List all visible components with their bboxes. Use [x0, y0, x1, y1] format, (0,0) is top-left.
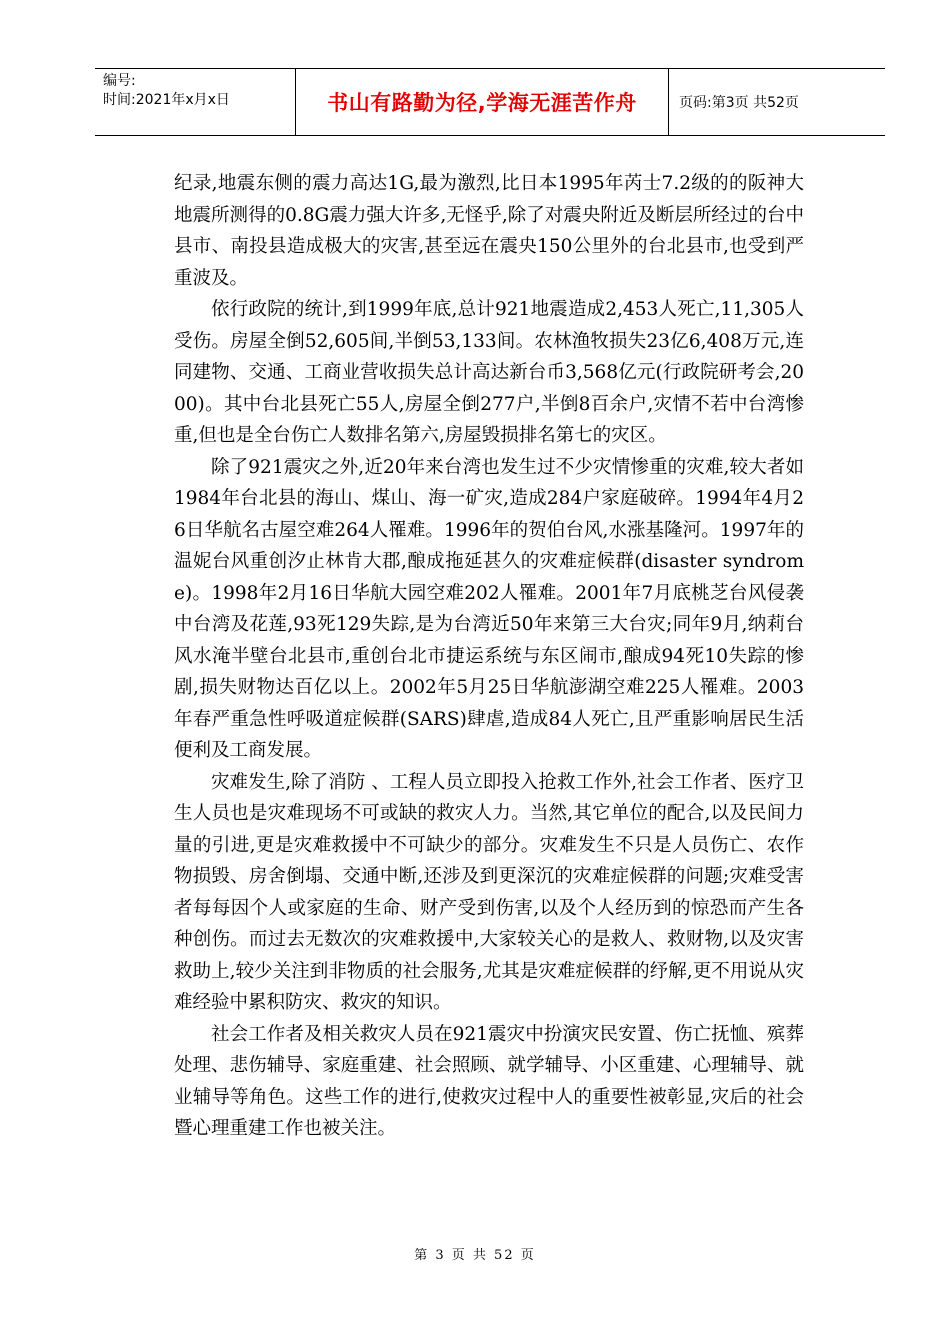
page-header [95, 68, 885, 136]
time-label: 时间:2021年x月x日 [103, 92, 230, 108]
paragraph-3: 除了921震灾之外,近20年来台湾也发生过不少灾情惨重的灾难,较大者如1984年台北县的海山、煤山、海一矿灾,造成284户家庭破碎。1994年4月26日华航名古屋空难264人罹难。1996年的贺伯台风,水涨基隆河。1997年的温妮台风重创汐止林肯大郡,酿成拖延甚久的灾难症候群(disaster syndrome)。1998年2月16日华航大园空难202人罹难。2001年7月底桃芝台风侵袭中台湾及花莲,93死129失踪,是为台湾近50年来第三大台灾;同年9月,纳莉台风水淹半壁台北县市,重创台北市捷运系统与东区闹市,酿成94死10失踪的惨剧,损失财物达百亿以上。2002年5月25日华航澎湖空难225人罹难。2003年春严重急性呼吸道症候群(SARS)肆虐,造成84人死亡,且严重影响居民生活便利及工商发展。 [174, 456, 804, 761]
header-page-number: 页码:第3页 共52页 [679, 95, 799, 111]
code-label: 编号: [103, 73, 136, 89]
page-footer: 第 3 页 共 52 页 [414, 1248, 536, 1263]
paragraph-4: 灾难发生,除了消防 、工程人员立即投入抢救工作外,社会工作者、医疗卫生人员也是灾难现场不可或缺的救灾人力。当然,其它单位的配合,以及民间力量的引进,更是灾难救援中不可缺少的部分。灾难发生不只是人员伤亡、农作物损毁、房舍倒塌、交通中断,还涉及到更深沉的灾难症候群的问题;灾难受害者每每因个人或家庭的生命、财产受到伤害,以及个人经历到的惊恐而产生各种创伤。而过去无数次的灾难救援中,大家较关心的是救人、救财物,以及灾害救助上,较少关注到非物质的社会服务,尤其是灾难症候群的纾解,更不用说从灾难经验中累积防灾、救灾的知识。 [174, 771, 804, 1013]
header-motto: 书山有路勤为径,学海无涯苦作舟 [296, 69, 669, 135]
document-body [174, 168, 804, 1145]
paragraph-1: 纪录,地震东侧的震力高达1G,最为激烈,比日本1995年芮士7.2级的的阪神大地震所测得的0.8G震力强大许多,无怪乎,除了对震央附近及断层所经过的台中县市、南投县造成极大的灾害,甚至远在震央150公里外的台北县市,也受到严重波及。 [174, 173, 804, 289]
paragraph-2: 依行政院的统计,到1999年底,总计921地震造成2,453人死亡,11,305人受伤。房屋全倒52,605间,半倒53,133间。农林渔牧损失23亿6,408万元,连同建物、交通、工商业营收损失总计高达新台币3,568亿元(行政院研考会,2000)。其中台北县死亡55人,房屋全倒277户,半倒8百余户,灾情不若中台湾惨重,但也是全台伤亡人数排名第六,房屋毁损排名第七的灾区。 [174, 299, 804, 446]
header-meta [95, 69, 296, 135]
paragraph-5: 社会工作者及相关救灾人员在921震灾中扮演灾民安置、伤亡抚恤、殡葬处理、悲伤辅导、家庭重建、社会照顾、就学辅导、小区重建、心理辅导、就业辅导等角色。这些工作的进行,使救灾过程中人的重要性被彰显,灾后的社会暨心理重建工作也被关注。 [174, 1023, 804, 1139]
